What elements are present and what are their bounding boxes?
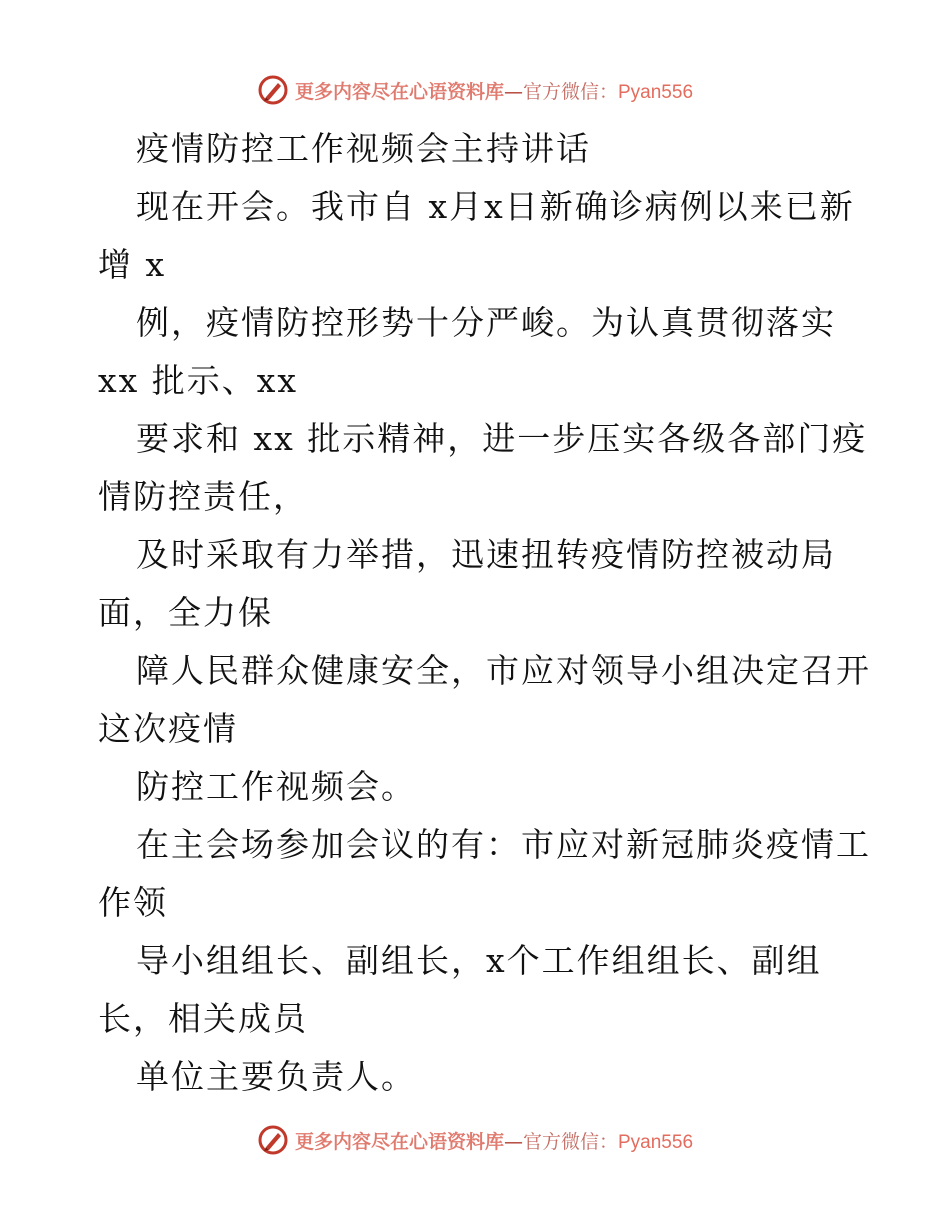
pen-logo-icon [257,1124,289,1156]
paragraph-line: 单位主要负责人。 [136,1057,416,1096]
paragraph-line: 面，全力保 [98,593,273,632]
paragraph-line: 这次疫情 [98,709,238,748]
pen-logo-icon [257,74,289,106]
banner-text: 更多内容尽在心语资料库—官方微信：Pyan556 [294,80,694,103]
paragraph-line: 长，相关成员 [98,999,308,1038]
banner-text: 更多内容尽在心语资料库—官方微信：Pyan556 [294,1130,694,1153]
paragraph-line: 在主会场参加会议的有：市应对新冠肺炎疫情工 [136,825,871,864]
paragraph-line: 增 x [98,245,167,284]
paragraph-line: 及时采取有力举措，迅速扭转疫情防控被动局 [136,535,836,574]
paragraph-line: 导小组组长、副组长，x个工作组组长、副组 [136,941,822,980]
header-banner [0,70,950,110]
paragraph-line: 要求和 xx 批示精神，进一步压实各级各部门疫 [136,419,868,458]
paragraph-line: 障人民群众健康安全，市应对领导小组决定召开 [136,651,871,690]
paragraph-line: 防控工作视频会。 [136,767,416,806]
document-body [98,120,871,1106]
paragraph-line: 例，疫情防控形势十分严峻。为认真贯彻落实 [136,303,836,342]
paragraph-line: xx 批示、xx [98,361,298,400]
paragraph-line: 现在开会。我市自 x月x日新确诊病例以来已新 [136,187,855,226]
paragraph-line: 作领 [98,883,168,922]
document-title: 疫情防控工作视频会主持讲话 [136,129,591,168]
paragraph-line: 情防控责任， [98,477,308,516]
footer-banner [0,1120,950,1160]
